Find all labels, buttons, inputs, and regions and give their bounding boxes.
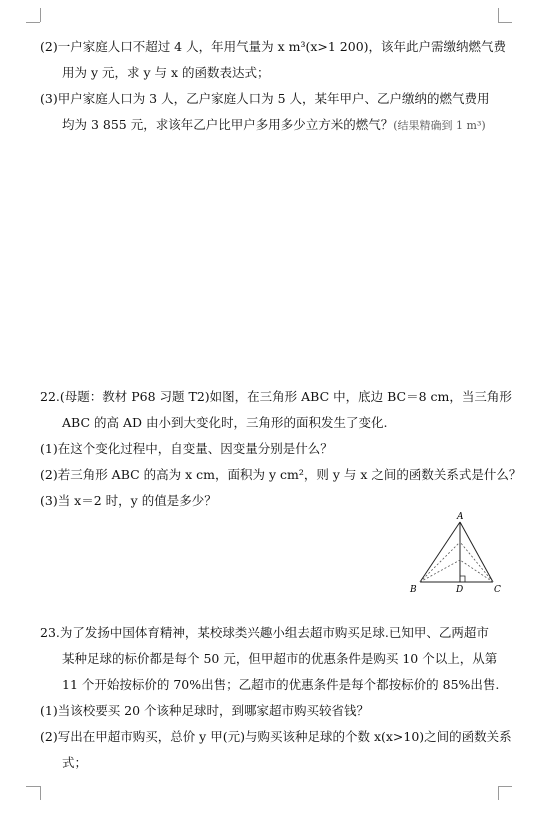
triangle-side-ab: [420, 522, 460, 582]
q21-part2-line2: 用为 y 元，求 y 与 x 的函数表达式；: [62, 65, 270, 80]
q23-part2-line1: (2)写出在甲超市购买，总价 y 甲(元)与购买该种足球的个数 x(x>10)之间的函数关系: [40, 729, 512, 744]
q22-intro-line1: 22.(母题：教材 P68 习题 T2)如图，在三角形 ABC 中，底边 BC＝8 cm，当三角形: [40, 389, 512, 404]
crop-mark-bottom-right-h: [498, 786, 512, 787]
q23-intro-line1: 23.为了发扬中国体育精神，某校球类兴趣小组去超市购买足球.已知甲、乙两超市: [40, 625, 489, 640]
crop-mark-bottom-left-h: [26, 786, 40, 787]
q23-intro-line3: 11 个开始按标价的 70%出售；乙超市的优惠条件是每个都按标价的 85%出售.: [62, 677, 500, 692]
q23-part1: (1)当该校要买 20 个该种足球时，到哪家超市购买较省钱？: [40, 703, 370, 718]
triangle-figure: [405, 510, 505, 596]
q23-part2-line2: 式；: [62, 755, 88, 770]
crop-mark-top-left-v: [40, 8, 41, 22]
label-c: C: [494, 585, 501, 595]
q21-part3-note: (结果精确到 1 m³): [393, 119, 486, 132]
crop-mark-bottom-left-v: [40, 786, 41, 800]
q21-part3-line1: (3)甲户家庭人口为 3 人，乙户家庭人口为 5 人，某年甲户、乙户缴纳的燃气费用: [40, 91, 490, 106]
dashed-line-b-mid: [420, 560, 460, 582]
triangle-side-ac: [460, 522, 493, 582]
label-a: A: [457, 512, 464, 522]
label-d: D: [456, 585, 464, 595]
crop-mark-top-left-h: [26, 22, 40, 23]
q23-intro-line2: 某种足球的标价都是每个 50 元，但甲超市的优惠条件是购买 10 个以上，从第: [62, 651, 498, 666]
crop-mark-top-right-h: [498, 22, 512, 23]
q22-intro-line2: ABC 的高 AD 由小到大变化时，三角形的面积发生了变化.: [62, 415, 388, 430]
right-angle-mark: [460, 576, 465, 582]
label-b: B: [410, 585, 417, 595]
q22-part3: (3)当 x＝2 时，y 的值是多少？: [40, 493, 217, 508]
dashed-line-b-top: [420, 542, 460, 582]
q21-part2-line1: (2)一户家庭人口不超过 4 人，年用气量为 x m³(x>1 200)，该年此户需缴纳燃气费: [40, 39, 507, 54]
q22-part2: (2)若三角形 ABC 的高为 x cm，面积为 y cm²，则 y 与 x 之间的函数关系式是什么？: [40, 467, 522, 482]
q22-part1: (1)在这个变化过程中，自变量、因变量分别是什么？: [40, 441, 333, 456]
crop-mark-top-right-v: [498, 8, 499, 22]
q21-part3-line2: [62, 116, 498, 135]
crop-mark-bottom-right-v: [498, 786, 499, 800]
q21-part3-text: 均为 3 855 元，求该年乙户比甲户多用多少立方米的燃气？: [62, 117, 394, 132]
